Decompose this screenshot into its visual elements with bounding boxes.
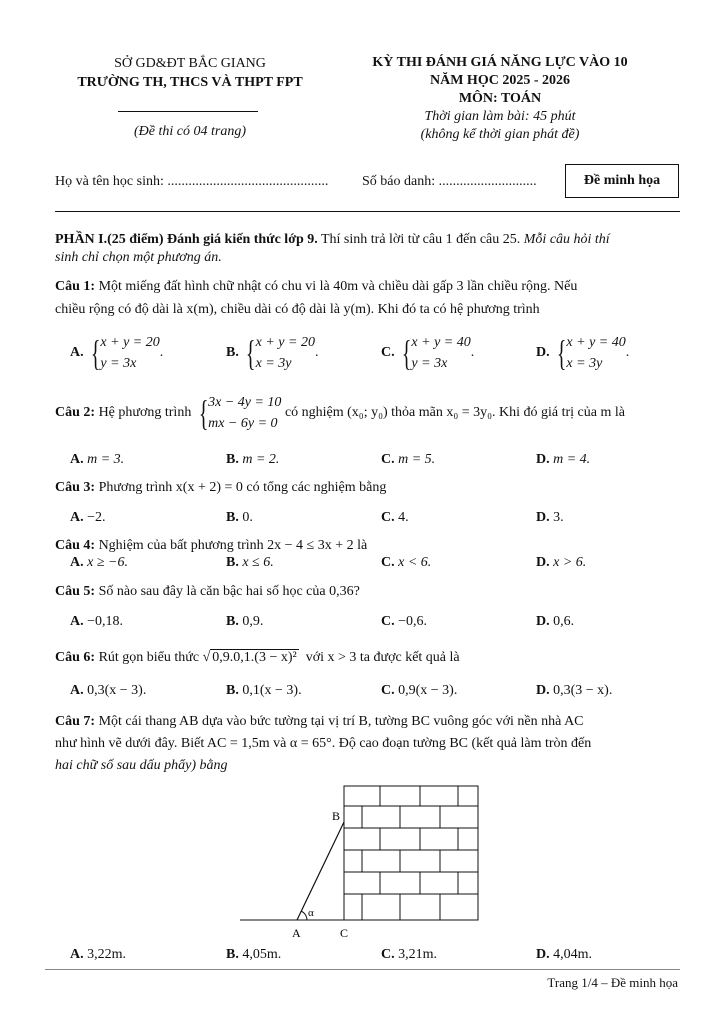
q5-option-c[interactable]: C. −0,6. [381, 614, 428, 629]
q1-option-a[interactable]: A. { x + y = 20 y = 3x . [70, 333, 164, 373]
fig-label-alpha: α [308, 907, 314, 919]
brace: { [198, 393, 209, 433]
brace: { [246, 333, 256, 373]
option-letter: D. [536, 345, 550, 361]
school-year: NĂM HỌC 2025 - 2026 [430, 73, 570, 88]
q5-option-a[interactable]: A. −0,18. [70, 614, 124, 629]
question-7: Câu 7: Một cái thang AB dựa vào bức tường tại vị trí B, tường BC vuông góc với nền nhà AC [55, 714, 584, 729]
footer-divider [45, 969, 680, 970]
q1-text1: Một miếng đất hình chữ nhật có chu vi là 40m và chiều dài gấp 3 lần chiều rộng. Nếu [95, 279, 578, 294]
q5-option-b[interactable]: B. 0,9. [226, 614, 264, 629]
q4-option-c[interactable]: C. x < 6. [381, 555, 432, 570]
q3-option-a[interactable]: A. −2. [70, 510, 106, 525]
q4-option-d[interactable]: D. x > 6. [536, 555, 587, 570]
exam-title: KỲ THI ĐÁNH GIÁ NĂNG LỰC VÀO 10 [372, 55, 628, 70]
page-count-note: (Đề thi có 04 trang) [134, 124, 246, 139]
option-letter: C. [381, 345, 395, 361]
q5-option-d[interactable]: D. 0,6. [536, 614, 575, 629]
duration-note: (không kể thời gian phát đề) [420, 127, 580, 142]
option-letter: B. [226, 345, 239, 361]
question-6: Câu 6: Rút gọn biểu thức √ 0,9.0,1.(3 − x)² với x > 3 ta được kết quả là [55, 650, 460, 665]
equation-system: x + y = 40 y = 3x [411, 335, 471, 371]
q6-option-b[interactable]: B. 0,1(x − 3). [226, 683, 302, 698]
part1-title: PHẦN I.(25 điểm) Đánh giá kiến thức lớp 9. [55, 232, 318, 247]
q1-text2: chiều rộng có độ dài là x(m), chiều dài có độ dài là y(m). Khi đó ta có hệ phương trình [55, 302, 540, 317]
sqrt-symbol: √ [202, 650, 211, 665]
student-name-field: Họ và tên học sinh: .............................................. [55, 174, 329, 189]
q2-option-d[interactable]: D. m = 4. [536, 452, 591, 467]
q7-text3: hai chữ số sau dấu phẩy) bằng [55, 758, 228, 773]
part1-intro [55, 230, 680, 249]
brace: { [557, 333, 567, 373]
header-divider [118, 111, 258, 112]
q6-option-a[interactable]: A. 0,3(x − 3). [70, 683, 147, 698]
q1-option-c[interactable]: C. { x + y = 40 y = 3x . [381, 333, 475, 373]
q2-option-a[interactable]: A. m = 3. [70, 452, 125, 467]
fig-label-a: A [292, 926, 301, 940]
q4-option-b[interactable]: B. x ≤ 6. [226, 555, 274, 570]
q3-option-b[interactable]: B. 0. [226, 510, 253, 525]
sample-exam-badge: Đề minh họa [565, 164, 679, 198]
q6-option-d[interactable]: D. 0,3(3 − x). [536, 683, 613, 698]
q2-option-b[interactable]: B. m = 2. [226, 452, 280, 467]
q1-option-d[interactable]: D. { x + y = 40 x = 3y . [536, 333, 630, 373]
q6-option-c[interactable]: C. 0,9(x − 3). [381, 683, 458, 698]
option-letter: A. [70, 345, 84, 361]
school-name: TRƯỜNG TH, THCS VÀ THPT FPT [77, 75, 303, 90]
q7-option-a[interactable]: A. 3,22m. [70, 947, 127, 962]
part1-desc-line2: sinh chỉ chọn một phương án. [55, 250, 222, 265]
equation-system: x + y = 20 y = 3x [100, 335, 160, 371]
question-3: Câu 3: Phương trình x(x + 2) = 0 có tổng các nghiệm bằng [55, 480, 387, 495]
question-2 [55, 392, 680, 434]
department-name: SỞ GD&ĐT BẮC GIANG [114, 56, 266, 71]
q4-option-a[interactable]: A. x ≥ −6. [70, 555, 128, 570]
q7-option-c[interactable]: C. 3,21m. [381, 947, 438, 962]
q1-label: Câu 1: [55, 279, 96, 294]
question-5: Câu 5: Số nào sau đây là căn bậc hai số học của 0,36? [55, 584, 360, 599]
q7-option-d[interactable]: D. 4,04m. [536, 947, 593, 962]
subject: MÔN: TOÁN [458, 91, 542, 106]
page-footer: Trang 1/4 – Đề minh họa [547, 975, 678, 990]
q3-option-c[interactable]: C. 4. [381, 510, 409, 525]
equation-system: x + y = 20 x = 3y [255, 335, 315, 371]
radicand: 0,9.0,1.(3 − x)² [212, 650, 297, 665]
q2-label: Câu 2: [55, 405, 96, 421]
q2-option-c[interactable]: C. m = 5. [381, 452, 436, 467]
question-1 [55, 277, 680, 296]
q2-post: có nghiệm (x₀; y₀) thỏa mãn x₀ = 3y₀. Khi đó giá trị của m là [284, 405, 625, 421]
q1-option-b[interactable]: B. { x + y = 20 x = 3y . [226, 333, 319, 373]
part1-desc-italic: Mỗi câu hỏi thí [523, 232, 610, 247]
student-id-field: Số báo danh: ............................ [362, 174, 537, 189]
q2-pre: Hệ phương trình [95, 405, 192, 421]
q3-option-d[interactable]: D. 3. [536, 510, 564, 525]
brace: { [402, 333, 412, 373]
section-divider [55, 211, 680, 212]
duration: Thời gian làm bài: 45 phút [424, 109, 576, 124]
school-header [60, 54, 320, 92]
equation-system: 3x − 4y = 10 mx − 6y = 0 [208, 395, 282, 431]
part1-desc: Thí sinh trả lời từ câu 1 đến câu 25. [317, 232, 524, 247]
brace: { [91, 333, 101, 373]
q7-text2: như hình vẽ dưới đây. Biết AC = 1,5m và α = 65°. Độ cao đoạn tường BC (kết quả làm tròn đến [55, 736, 592, 751]
q7-option-b[interactable]: B. 4,05m. [226, 947, 282, 962]
equation-system: x + y = 40 x = 3y [566, 335, 626, 371]
fig-label-c: C [340, 926, 349, 940]
ladder-wall-figure [240, 782, 490, 940]
fig-label-b: B [332, 809, 341, 823]
exam-header [330, 54, 670, 144]
question-4: Câu 4: Nghiệm của bất phương trình 2x − 4 ≤ 3x + 2 là [55, 538, 368, 553]
